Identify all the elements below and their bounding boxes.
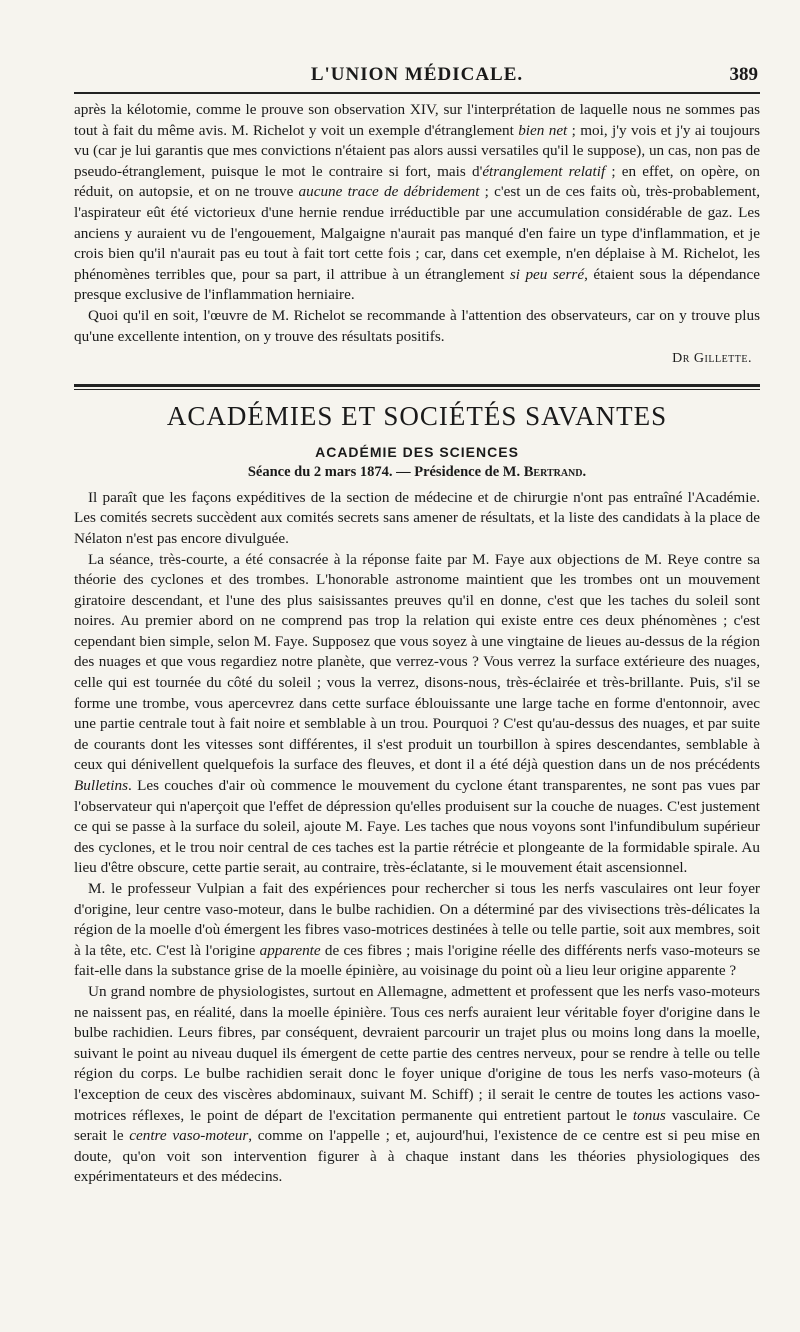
- body-paragraph-4: [74, 982, 760, 1188]
- president-name: Bertrand: [523, 463, 583, 480]
- text-run: ; c'est un de ces faits où, très-probablement, l'aspirateur eût été victorieux d'une hernie rendue irréductible par une accumulation considérable de gaz. Les anciens y auraient vu de l'engouement, Malgaigne n'aurait pas manqué d'en faire un type d'inflammation, et je crois bien qu'il n'aurait pas eu tout à fait tort cette fois ; car, dans cet exemple, n'en déplaise à M. Richelot, les phénomènes terribles que, pour sa part, il attribue à un étranglement: [74, 183, 760, 283]
- author-signature: Dr Gillette.: [672, 351, 752, 367]
- emphasis: bien net: [518, 121, 568, 139]
- session-line: [74, 462, 760, 482]
- header-rule: [74, 92, 760, 94]
- emphasis: tonus: [632, 1106, 666, 1124]
- emphasis: si peu serré: [509, 265, 585, 283]
- page-content: [74, 100, 760, 1188]
- text-run: M. le professeur Vulpian a fait des expériences pour rechercher si tous les nerfs vasculaires ont leur foyer d'origine, leur centre vaso-moteur, dans le bulbe rachidien. On a déterminé par des vivisections très-délicates la région de la moelle d'où émergent les fibres vaso-motrices destinées à telle ou telle partie, soit aux membres, soit à la tête, etc. C'est là l'origine: [74, 880, 760, 959]
- text-run: , comme on l'appelle ; et, aujourd'hui, l'existence de ce centre est si peu mise en doute, qu'on voit son intervention figurer à à chaque instant dans les théories physiologiques des expérimentateurs et des médecins.: [74, 1127, 760, 1186]
- body-paragraph-1: Il paraît que les façons expéditives de la section de médecine et de chirurgie n'ont pas entraîné l'Académie. Les comités secrets succèdent aux comités secrets sans amener de résultats, et la liste des candidats à la place de Nélaton n'est pas encore divulguée.: [74, 488, 760, 547]
- session-end: .: [582, 463, 587, 480]
- emphasis: Bulletins: [74, 777, 128, 795]
- subsection-title: ACADÉMIE DES SCIENCES: [315, 443, 519, 460]
- text-run: ; moi, j'y vois et j'y ai toujours vu (car je lui garantis que mes convictions n'étaient pas alors aussi versatiles qu'il le suppose), un cas, non pas de pseudo-étranglement, puisque le mot le contraire si fort, mais d': [74, 121, 761, 180]
- page-number: 389: [729, 64, 758, 85]
- session-text: Séance du 2 mars 1874. — Présidence de M.: [247, 463, 524, 480]
- body-paragraph-2: [74, 550, 760, 880]
- section-divider: [74, 384, 760, 390]
- emphasis: aucune trace de débridement: [298, 183, 480, 201]
- intro-paragraph-1: [74, 100, 760, 306]
- emphasis: centre vaso-moteur: [129, 1127, 249, 1145]
- text-run: La séance, très-courte, a été consacrée à la réponse faite par M. Faye aux objections de M. Reye contre sa théorie des cyclones et des trombes. L'honorable astronome maintient que les trombes ont un mouvement giratoire descendant, et l'une des plus saisissantes preuves qu'il en donne, c'est que les taches du soleil sont noires. Au premier abord on ne comprend pas trop la relation qui existe entre ces deux phénomènes ; c'est cependant bien simple, selon M. Faye. Supposez que vous soyez à une vingtaine de lieues au-dessus de la région des nuages et que vous regardiez notre planète, que verrez-vous ? Vous verrez la surface extérieure des nuages, celle qui est tournée du côté du soleil ; vous la verrez, disons-nous, très-éclairée et très-brillante. Puis, s'il se forme une trombe, vous apercevrez dans cette surface éblouissante une large tache en forme d'entonnoir, avec une partie centrale tout à fait noire et semblable à un trou. Pourquoi ? C'est qu'au-dessus des nuages, et par suite de courants dont les vitesses sont différentes, il s'est produit un tourbillon à spires descendantes, semblable à ceux qui dénivellent quelquefois la surface des fleuves, et dont il a été déjà question dans un de nos précédents: [74, 550, 760, 774]
- text-run: après la kélotomie, comme le prouve son observation XIV, sur l'interprétation de laquelle nous ne sommes pas tout à fait du même avis. M. Richelot y voit un exemple d'étranglement: [74, 101, 760, 139]
- text-run: de ces fibres ; mais l'origine réelle des différents nerfs vaso-moteurs se fait-elle dans la substance grise de la moelle épinière, au voisinage du point où a lieu leur origine apparente ?: [74, 941, 760, 980]
- section-title: ACADÉMIES ET SOCIÉTÉS SAVANTES: [166, 400, 668, 431]
- text-run: , étaient sous la dépendance presque exclusive de l'inflammation herniaire.: [74, 265, 761, 304]
- text-run: vasculaire. Ce serait le: [74, 1106, 761, 1145]
- text-run: Un grand nombre de physiologistes, surtout en Allemagne, admettent et professent que les nerfs vaso-moteurs ne naissent pas, en réalité, dans la moelle épinière. Tous ces nerfs auraient leur véritable foyer d'origine dans le bulbe rachidien. Leurs fibres, par conséquent, devraient parcourir un trajet plus ou moins long dans la moelle, suivant le point au niveau duquel ils émergent de cette partie des centres nerveux, pour se rendre à telle ou telle région du corps. Le bulbe rachidien serait donc le foyer unique d'origine de tous les nerfs vaso-moteurs (à l'exception de ceux des viscères abdominaux, suivant M. Schiff) ; il serait le centre de toutes les actions vaso-motrices réflexes, le point de départ de l'excitation permanente qui entretient partout le: [74, 982, 760, 1124]
- intro-paragraph-2: Quoi qu'il en soit, l'œuvre de M. Richelot se recommande à l'attention des observateurs, car on y trouve plus qu'une excellente intention, on y trouve des résultats positifs.: [74, 306, 760, 345]
- body-paragraph-3: [74, 879, 760, 982]
- emphasis: étranglement relatif: [482, 162, 606, 180]
- text-run: . Les couches d'air où commence le mouvement du cyclone étant transparentes, ne sont pas vues par l'observateur qui n'aperçoit que l'effet de dépression qu'elles produisent sur la couche de nuages. C'est justement ce qui se passe à la surface du soleil, ajoute M. Faye. Les taches que nous voyons sont l'infundibulum supérieur des cyclones, et le trou noir central de ces taches est la partie rétrécie et plongeante de la formidable spirale. Au lieu d'être obscure, cette partie serait, au contraire, très-éclatante, si le mouvement était ascensionnel.: [74, 777, 760, 877]
- text-run: ; en effet, on opère, on réduit, on autopsie, et on ne trouve: [74, 162, 760, 201]
- emphasis: apparente: [259, 941, 321, 959]
- running-title: L'UNION MÉDICALE.: [310, 64, 524, 85]
- page-header: [74, 60, 760, 86]
